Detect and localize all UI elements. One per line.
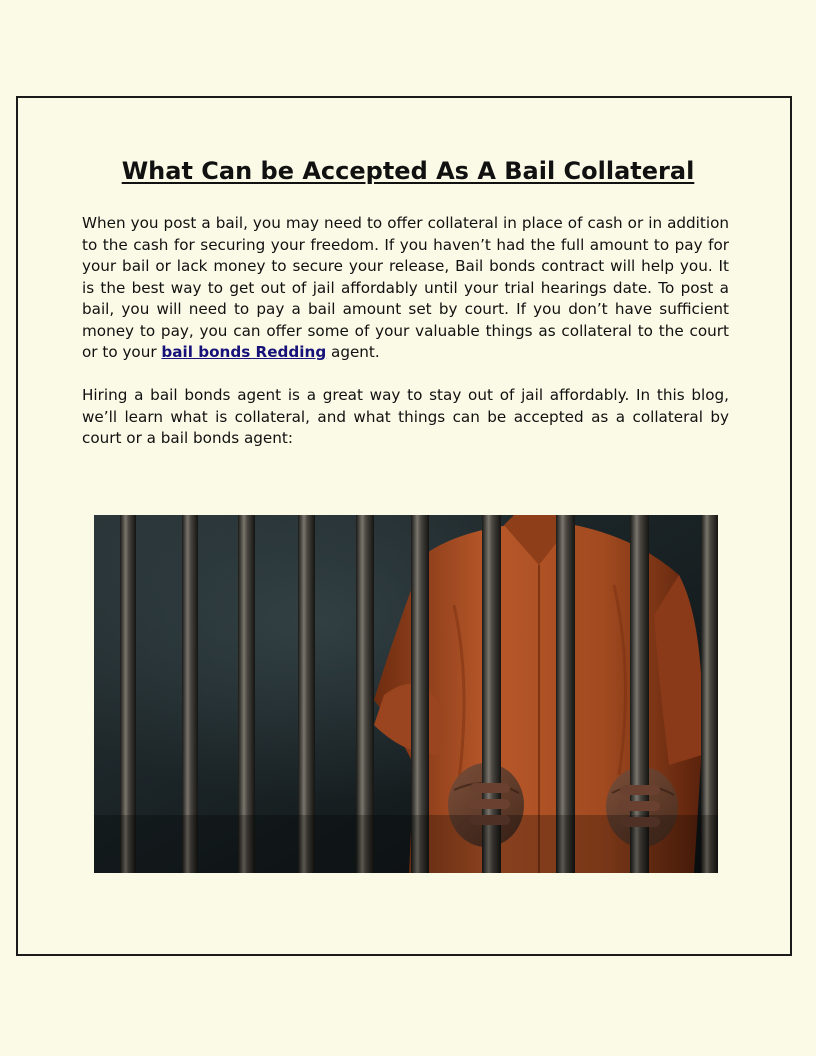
prisoner-behind-bars-image: [94, 515, 718, 873]
intro-text: When you post a bail, you may need to offer collateral in place of cash or in addition to the cash for securing your freedom. If you haven’t had the full amount to pay for your bail or lack money to secure your release, Bail bonds contract will help you. It is the best way to get out of jail affordably until your trial hearings date. To post a bail, you will need to pay a bail amount set by court. If you don’t have sufficient money to pay, you can offer some of your valuable things as collateral to the court or to your: [82, 214, 729, 361]
second-paragraph: Hiring a bail bonds agent is a great way to stay out of jail affordably. In this blog, we’ll learn what is collateral, and what things can be accepted as a collateral by court or a bail bonds agent:: [82, 386, 729, 447]
page-title: What Can be Accepted As A Bail Collateral: [121, 157, 695, 185]
intro-paragraph: [82, 213, 729, 364]
intro-text-end: agent.: [326, 343, 380, 361]
bail-bonds-redding-link[interactable]: bail bonds Redding: [161, 343, 327, 361]
